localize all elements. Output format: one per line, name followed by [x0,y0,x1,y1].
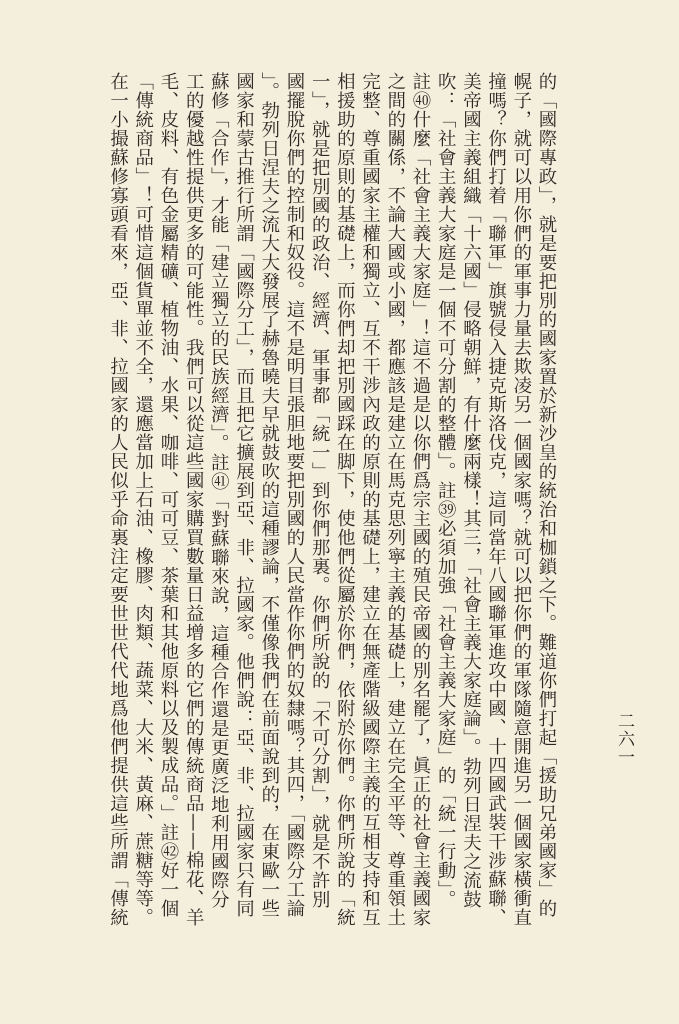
vertical-text-body [89,72,559,1002]
page-number: 二六一 [614,712,634,766]
text-column: 國擺脫你們的控制和奴役。這不是明目張胆地要把別國的人民當作你們的奴隸嗎？其四，「國際分工論 [283,72,305,918]
text-column: 之間的關係，不論大國或小國，都應該是建立在馬克思列寧主義的基礎上，建立在完全平等、尊重領土 [384,72,406,927]
text-column: 工的優越性提供更多的可能性。我們可以從這些國家購買數量日益增多的它們的傳統商品——棉花、羊 [183,72,205,927]
text-column: 撞嗎？你們打着「聯軍」旗號侵入捷克斯洛伐克，這同當年八國聯軍進攻中國、十四國武裝干涉蘇聯、 [485,72,507,927]
text-column: 「傳統商品」！可惜這個貨單並不全，還應當加上石油、橡膠、肉類、蔬菜、大米、黃麻、蔗糖等等。 [132,72,154,927]
text-column: 毛、皮料、有色金屬精礦、植物油、水果、咖啡、可可豆、茶葉和其他原料以及製成品。」註㊷好一個 [157,72,179,918]
text-column: 美帝國主義組織「十六國」侵略朝鮮，有什麼兩樣！其三，「社會主義大家庭論」。勃列日涅夫之流鼓 [460,72,482,909]
text-column: 幌子，就可以用你們的軍事力量去欺凌另一個國家嗎？就可以把你們的軍隊隨意開進另一個國家橫衝直 [510,72,532,927]
text-column: 註㊵什麼「社會主義大家庭」！這不過是以你們爲宗主國的殖民帝國的別名罷了，眞正的社會主義國家 [409,72,431,927]
text-column: 吹：「社會主義大家庭是一個不可分割的整體」。註㊴必須加強「社會主義大家庭」的「統一行動」。 [435,72,457,909]
text-column: 蘇修「合作」，才能「建立獨立的民族經濟」。註㊶「對蘇聯來說，這種合作還是更廣泛地利用國際分 [208,72,230,909]
text-column: 的「國際專政」，就是要把別的國家置於新沙皇的統治和枷鎖之下。難道你們打起「援助兄弟國家」的 [536,72,557,918]
text-column: 完整、尊重國家主權和獨立、互不干涉內政的原則的基礎上，建立在無產階級國際主義的互相支持和互 [359,72,381,927]
text-column: 一」，就是把別國的政治、經濟、軍事都「統一」到你們那裏。你們所說的「不可分割」，就是不許別 [309,72,331,909]
text-column: 在一小撮蘇修寡頭看來，亞、非、拉國家的人民似乎命裏注定要世世代代地爲他們提供這些所謂「傳統 [107,72,129,927]
text-column: 」。勃列日涅夫之流大大發展了赫魯曉夫早就鼓吹的這種謬論，不僅像我們在前面說到的，在東歐一些 [258,72,280,918]
text-column: 國家和蒙古推行所謂「國際分工」，而且把它擴展到亞、非、拉國家。他們說：亞、非、拉國家只有同 [233,72,255,918]
text-column: 相援助的原則的基礎上，而你們却把別國踩在脚下，使他們從屬於你們，依附於你們。你們所說的「統 [334,72,356,927]
